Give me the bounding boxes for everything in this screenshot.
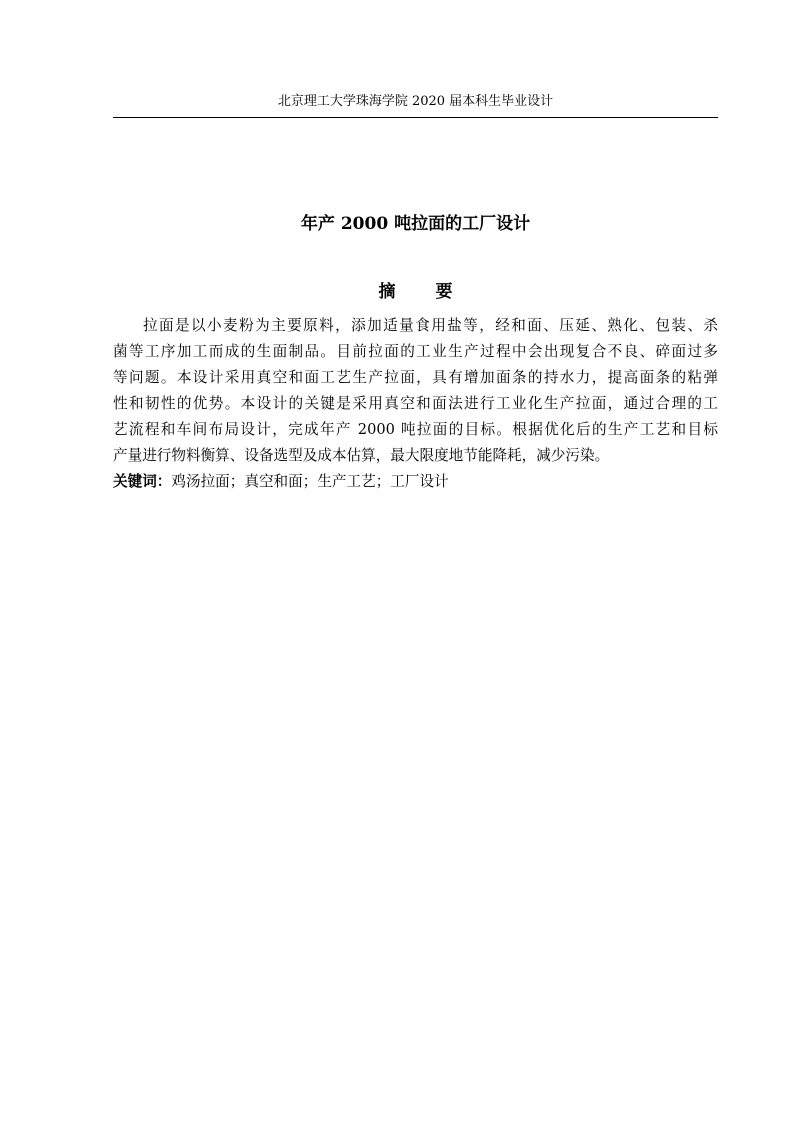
abstract-heading: 摘 要 xyxy=(378,282,470,302)
abstract-paragraph xyxy=(113,313,718,469)
page-header: 北京理工大学珠海学院 2020 届本科生毕业设计 xyxy=(277,94,554,109)
abstract-line: 产量进行物料衡算、设备选型及成本估算，最大限度地节能降耗，减少污染。 xyxy=(113,447,610,464)
header-rule xyxy=(113,117,718,118)
keywords-label: 关键词： xyxy=(113,473,172,490)
abstract-line: 性和韧性的优势。本设计的关键是采用真空和面法进行工业化生产拉面，通过合理的工 xyxy=(113,395,718,412)
keywords-line xyxy=(113,469,718,495)
abstract-line: 拉面是以小麦粉为主要原料，添加适量食用盐等，经和面、压延、熟化、包装、杀 xyxy=(143,317,718,334)
abstract-line: 艺流程和车间布局设计，完成年产 2000 吨拉面的目标。根据优化后的生产工艺和目标 xyxy=(113,421,718,438)
document-title: 年产 2000 吨拉面的工厂设计 xyxy=(300,214,531,234)
keywords-value: 鸡汤拉面；真空和面；生产工艺；工厂设计 xyxy=(171,473,449,490)
abstract-line: 菌等工序加工而成的生面制品。目前拉面的工业生产过程中会出现复合不良、碎面过多 xyxy=(113,343,718,360)
abstract-line: 等问题。本设计采用真空和面工艺生产拉面，具有增加面条的持水力，提高面条的粘弹 xyxy=(113,369,718,386)
